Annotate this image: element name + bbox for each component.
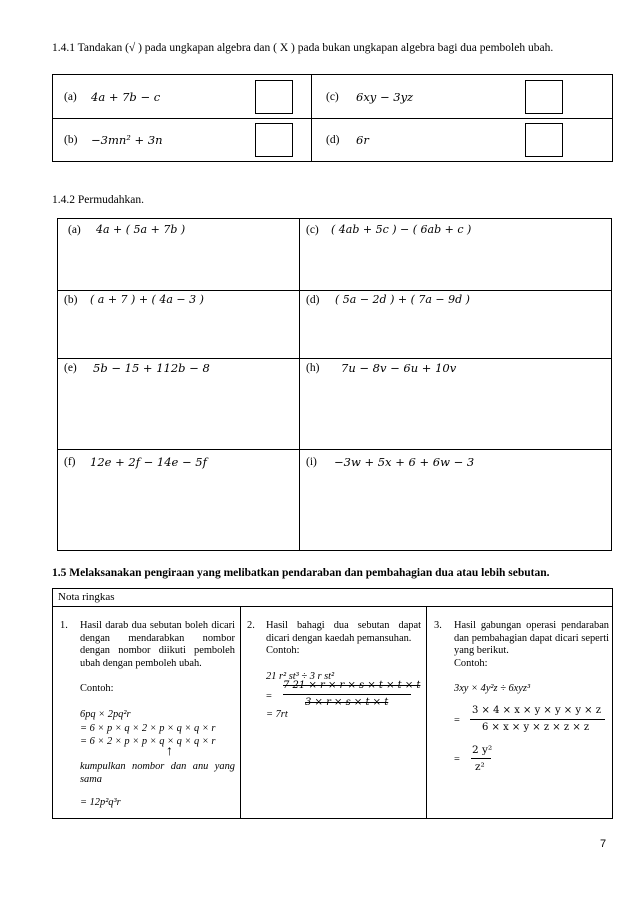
q142-b-expr: ( a + 7 ) + ( 4a − 3 )	[90, 293, 204, 306]
note-3-eq2: =	[454, 754, 460, 765]
q141-d-answer-box[interactable]	[525, 123, 563, 157]
note-1-contoh: Contoh:	[80, 683, 114, 694]
q142-e-label: (e)	[64, 362, 77, 374]
q142-c-label: (c)	[306, 224, 319, 236]
q142-f-label: (f)	[64, 456, 76, 468]
q142-d-expr: ( 5a − 2d ) + ( 7a − 9d )	[335, 293, 470, 306]
q142-d-label: (d)	[306, 294, 320, 306]
note-1-text: Hasil darab dua sebutan boleh dicari dengan mendarabkan nombor dengan nombor diikuti pemboleh ubah dengan pemboleh ubah.	[80, 620, 235, 669]
q142-c-expr: ( 4ab + 5c ) − ( 6ab + c )	[331, 223, 472, 236]
q141-a-expr: 4a + 7b − c	[91, 90, 161, 104]
q142-i-label: (i)	[306, 456, 317, 468]
q142-a-expr: 4a + ( 5a + 7b )	[96, 223, 186, 236]
q141-a-answer-box[interactable]	[255, 80, 293, 114]
note-2-contoh: Contoh:	[266, 645, 300, 656]
note-2-text: Hasil bahagi dua sebutan dapat dicari dengan kaedah pemansuhan.	[266, 620, 421, 644]
note-1-number: 1.	[60, 620, 68, 631]
q142-a-label: (a)	[68, 224, 81, 236]
q142-b-label: (b)	[64, 294, 78, 306]
note-3-number: 3.	[434, 620, 442, 631]
note-2-denominator: 3 × r × s × t × t	[305, 697, 389, 708]
arrow-up-icon: ↑	[166, 744, 173, 759]
note-3-num2: 2 y²	[472, 744, 493, 756]
note-3-ex-line1: 3xy × 4y²z ÷ 6xyz³	[454, 683, 531, 694]
note-3-numerator: 3 × 4 × x × y × y × y × z	[472, 705, 601, 716]
note-3-denominator: 6 × x × y × z × z × z	[482, 722, 590, 733]
q141-a-label: (a)	[64, 91, 77, 103]
page-number: 7	[600, 838, 607, 850]
note-3-text: Hasil gabungan operasi pendaraban dan pembahagian dapat dicari seperti yang berikut.	[454, 620, 609, 657]
note-2-number: 2.	[247, 620, 255, 631]
q142-h-expr: 7u − 8v − 6u + 10v	[341, 361, 457, 375]
q142-f-expr: 12e + 2f − 14e − 5f	[90, 455, 207, 469]
q141-b-label: (b)	[64, 134, 78, 146]
note-2-fraction-bar	[283, 694, 411, 695]
note-1-ex-line3: = 6 × 2 × p × p × q × q × q × r	[80, 736, 216, 747]
q142-title: 1.4.2 Permudahkan.	[52, 194, 144, 206]
q142-i-expr: −3w + 5x + 6 + 6w − 3	[334, 455, 475, 469]
q142-h-label: (h)	[306, 362, 320, 374]
note-3-eq1: =	[454, 715, 460, 726]
q141-d-expr: 6r	[356, 133, 369, 147]
note-3-fraction-bar-2	[471, 758, 491, 759]
section-15-heading: 1.5 Melaksanakan pengiraan yang melibatkan pendaraban dan pembahagian dua atau lebih sebutan.	[52, 567, 550, 579]
note-1-hint: kumpulkan nombor dan anu yang sama	[80, 761, 235, 785]
q141-b-expr: −3mn² + 3n	[91, 133, 163, 147]
q141-c-expr: 6xy − 3yz	[356, 90, 414, 104]
q142-e-expr: 5b − 15 + 112b − 8	[93, 361, 210, 375]
q141-c-answer-box[interactable]	[525, 80, 563, 114]
note-1-ex-line2: = 6 × p × q × 2 × p × q × q × r	[80, 723, 216, 734]
note-1-ex-line1: 6pq × 2pq²r	[80, 709, 131, 720]
note-3-contoh: Contoh:	[454, 658, 488, 669]
note-3-den2: z²	[475, 761, 485, 773]
note-2-answer: = 7rt	[266, 709, 288, 720]
q141-title: 1.4.1 Tandakan (√ ) pada ungkapan algebra dan ( X ) pada bukan ungkapan algebra bagi dua pemboleh ubah.	[52, 42, 554, 54]
q141-b-answer-box[interactable]	[255, 123, 293, 157]
notes-header: Nota ringkas	[58, 591, 115, 603]
q141-c-label: (c)	[326, 91, 339, 103]
note-2-numerator: 7 21 × r × r × s × t × t × t	[283, 680, 421, 691]
note-2-eq: =	[266, 691, 272, 702]
note-3-fraction-bar	[470, 719, 605, 720]
note-1-answer: = 12p²q³r	[80, 797, 121, 808]
note-2-ex-line1: 21 r² st³ ÷ 3 r st²	[266, 671, 335, 682]
q141-d-label: (d)	[326, 134, 340, 146]
